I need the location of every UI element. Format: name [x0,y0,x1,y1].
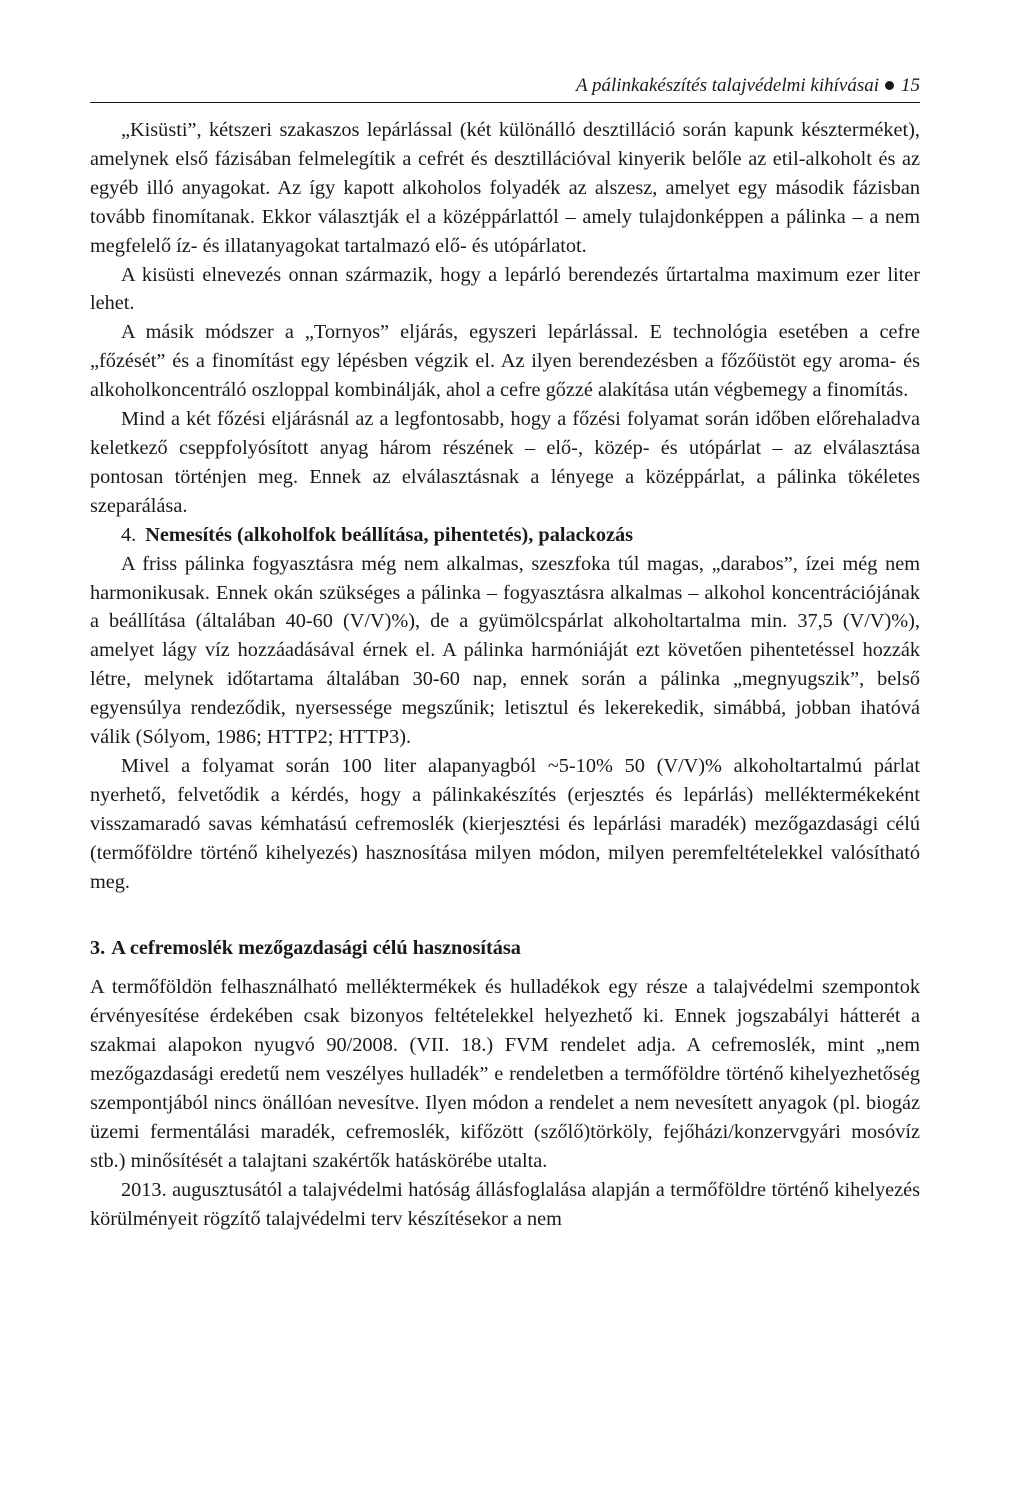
section-number: 3. [90,937,106,960]
paragraph-nemesites: A friss pálinka fogyasztásra még nem alkalmas, szeszfoka túl magas, „darabos”, ízei még nem harmonikusak. Ennek okán szükséges a pálinka – fogyasztásra alkalmas – alkohol koncentrációjának a beállítása (általában 40-60 (V/V)%), de a gyümölcspárlat alkoholtartalma min. 37,5 (V/V)%), amelyet lágy víz hozzáadásával érnek el. A pálinka harmóniáját ezt követően pihentetéssel hozzák létre, melynek időtartama általában 30-60 nap, ennek során a pálinka „megnyugszik”, belső egyensúlya rendeződik, nyersessége megszűnik; letisztul és lekerekedik, simábbá, jobban ihatóvá válik (Sólyom, 1986; HTTP2; HTTP3). [90,552,920,749]
section-title: A cefremoslék mezőgazdasági célú hasznosítása [111,937,521,960]
paragraph-question: Mivel a folyamat során 100 liter alapanyagból ~5-10% 50 (V/V)% alkoholtartalmú párlat nyerhető, felvetődik a kérdés, hogy a pálinkakészítés (erjesztés és lepárlás) melléktermékeként visszamaradó savas kémhatású cefremoslék (kierjesztési és lepárlási maradék) mezőgazdasági célú (termőföldre történő kihelyezés) hasznosítása milyen módon, milyen peremfeltételekkel valósítható meg. [90,754,920,893]
running-header [90,74,920,98]
paragraph-2013: 2013. augusztusától a talajvédelmi hatóság állásfoglalása alapján a termőföldre történő kihelyezés körülményeit rögzítő talajvédelmi terv készítésekor a nem [90,1178,920,1230]
header-rule [90,102,920,103]
paragraph-legislation: A termőföldön felhasználható melléktermékek és hulladékok egy része a talajvédelmi szempontok érvényesítése érdekében csak bizonyos feltételekkel helyezhető ki. Ennek jogszabályi hátterét a szakmai alapokon nyugvó 90/2008. (VII. 18.) FVM rendelet adja. A cefremoslék, mint „nem mezőgazdasági eredetű nem veszélyes hulladék” e rendeletben a termőföldre történő kihelyezhetőség szempontjából nincs önállóan nevesítve. Ilyen módon a rendelet a nem nevesített anyagok (pl. biogáz üzemi fermentálási maradék, cefremoslék, kifőzött (szőlő)törköly, fejőházi/konzervgyári mosóvíz stb.) minősítését a talajtani szakértők hatáskörébe utalta. [90,976,920,1172]
list-item-heading [90,521,920,550]
section-heading [90,934,920,963]
paragraph-kisusti: „Kisüsti”, kétszeri szakaszos lepárlással (két különálló desztilláció során kapunk készterméket), amelynek első fázisában felmelegítik a cefrét és desztillációval kinyerik belőle az etil-alkoholt és az egyéb illó anyagokat. Az így kapott alkoholos folyadék az alszesz, amelyet egy második fázisban tovább finomítanak. Ekkor választják el a középpárlattól – amely tulajdonképpen a pálinka – a nem megfelelő íz- és illatanyagokat tartalmazó elő- és utópárlatot. [90,119,920,257]
body-text [90,116,920,1234]
paragraph-kisusti-name: A kisüsti elnevezés onnan származik, hogy a lepárló berendezés űrtartalma maximum ezer liter lehet. [90,263,920,315]
bullet-dot-icon [885,81,894,90]
running-title: A pálinkakészítés talajvédelmi kihívásai [575,75,879,96]
paragraph-separation: Mind a két főzési eljárásnál az a legfontosabb, hogy a főzési folyamat során időben előrehaladva keletkező cseppfolyósított anyag három részének – elő-, közép- és utópárlat – az elválasztása pontosan történjen meg. Ennek az elválasztásnak a lényege a középpárlat, a pálinka tökéletes szeparálása. [90,408,920,517]
list-item-title: Nemesítés (alkoholfok beállítása, pihentetés), palackozás [145,523,634,546]
list-item-number: 4. [121,523,137,546]
page-number: 15 [901,75,920,96]
paragraph-tornyos: A másik módszer a „Tornyos” eljárás, egyszeri lepárlással. E technológia esetében a cefre „főzését” és a finomítást egy lépésben végzik el. Az ilyen berendezésben a főzőüstöt egy aroma- és alkoholkoncentráló oszloppal kombinálják, ahol a cefre gőzzé alakítása után végbemegy a finomítás. [90,321,920,402]
